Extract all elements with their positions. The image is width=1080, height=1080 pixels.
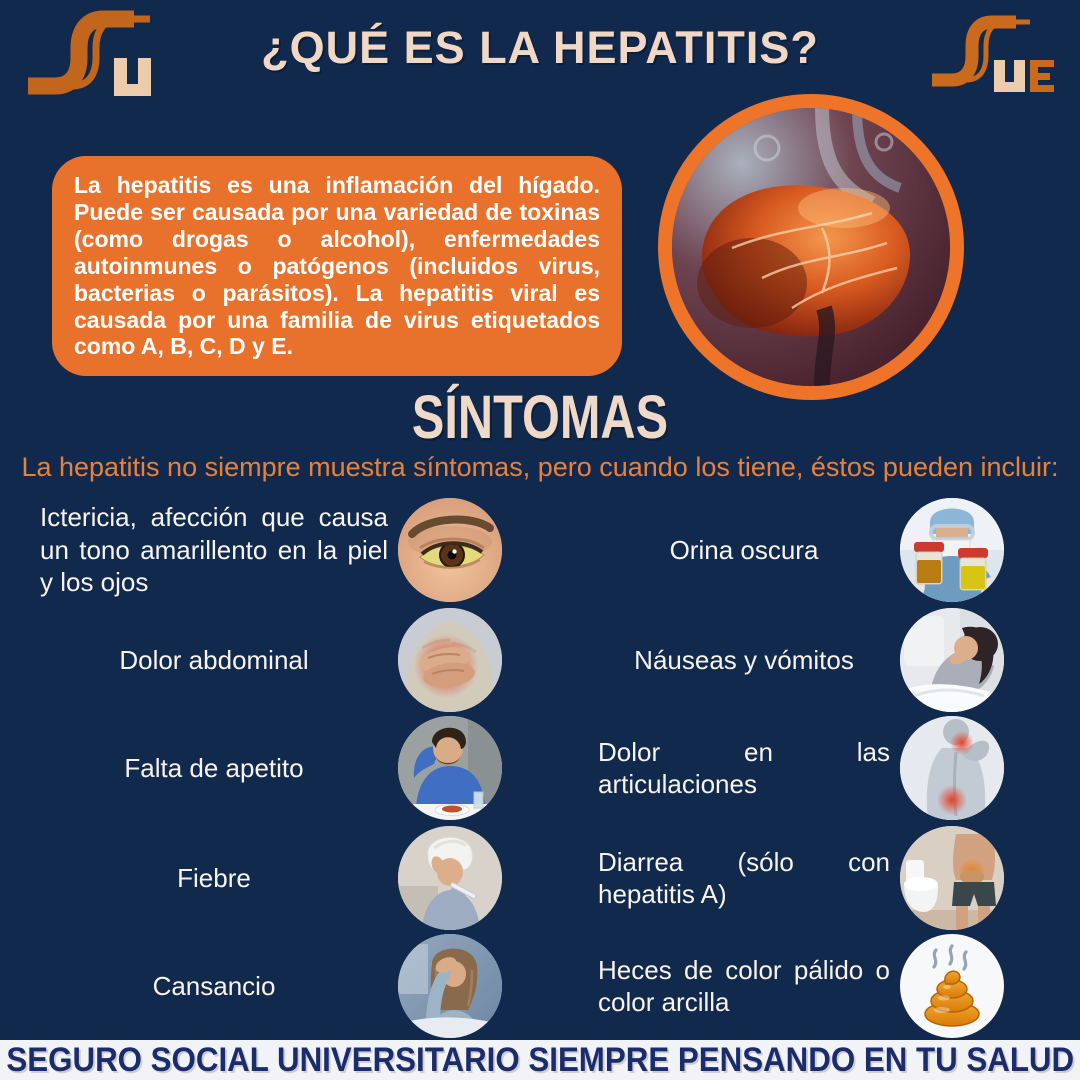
dark-urine-photo	[900, 498, 1004, 602]
joint-pain-photo	[900, 716, 1004, 820]
symptom-label-diarrhea: Diarrea (sólo con hepatitis A)	[598, 846, 890, 909]
nausea-vomiting-photo	[900, 608, 1004, 712]
fever-photo	[398, 826, 502, 930]
symptom-label-no-appetite: Falta de apetito	[124, 752, 304, 783]
symptom-label-dark-urine: Orina oscura	[669, 534, 819, 565]
tiredness-photo	[398, 934, 502, 1038]
symptom-label-fever: Fiebre	[177, 862, 251, 893]
page-title: ¿QUÉ ES LA HEPATITIS?	[261, 22, 819, 73]
footer-slogan: SEGURO SOCIAL UNIVERSITARIO SIEMPRE PENSANDO EN TU SALUD	[6, 1040, 1074, 1079]
pale-stool-icon	[900, 934, 1004, 1038]
symptom-label-abdominal-pain: Dolor abdominal	[119, 644, 309, 675]
symptoms-heading: SÍNTOMAS	[411, 383, 669, 452]
symptom-label-joint-pain: Dolor en las articulaciones	[598, 736, 890, 799]
symptoms-subtitle: La hepatitis no siempre muestra síntomas, pero cuando los tiene, éstos pueden incluir:	[21, 452, 1059, 482]
abdominal-pain-photo	[398, 608, 502, 712]
footer-banner	[0, 1040, 1080, 1080]
jaundiced-eye-photo	[398, 498, 502, 602]
symptom-label-nausea: Náuseas y vómitos	[634, 644, 854, 675]
ssue-logo-icon	[930, 12, 1065, 103]
liver-photo	[658, 94, 964, 400]
symptom-label-pale-stool: Heces de color pálido o color arcilla	[598, 954, 890, 1017]
symptom-label-jaundice: Ictericia, afección que causa un tono amarillento en la piel y los ojos	[40, 502, 388, 598]
intro-text-box: La hepatitis es una inflamación del hígado. Puede ser causada por una variedad de toxinas (como drogas o alcohol), enfermedades autoinmunes o patógenos (incluidos virus, bacterias o parásitos). La hepatitis viral es causada por una familia de virus etiquetados como A, B, C, D y E.	[52, 156, 622, 376]
symptom-label-tiredness: Cansancio	[152, 970, 276, 1001]
loss-of-appetite-photo	[398, 716, 502, 820]
diarrhea-photo	[900, 826, 1004, 930]
